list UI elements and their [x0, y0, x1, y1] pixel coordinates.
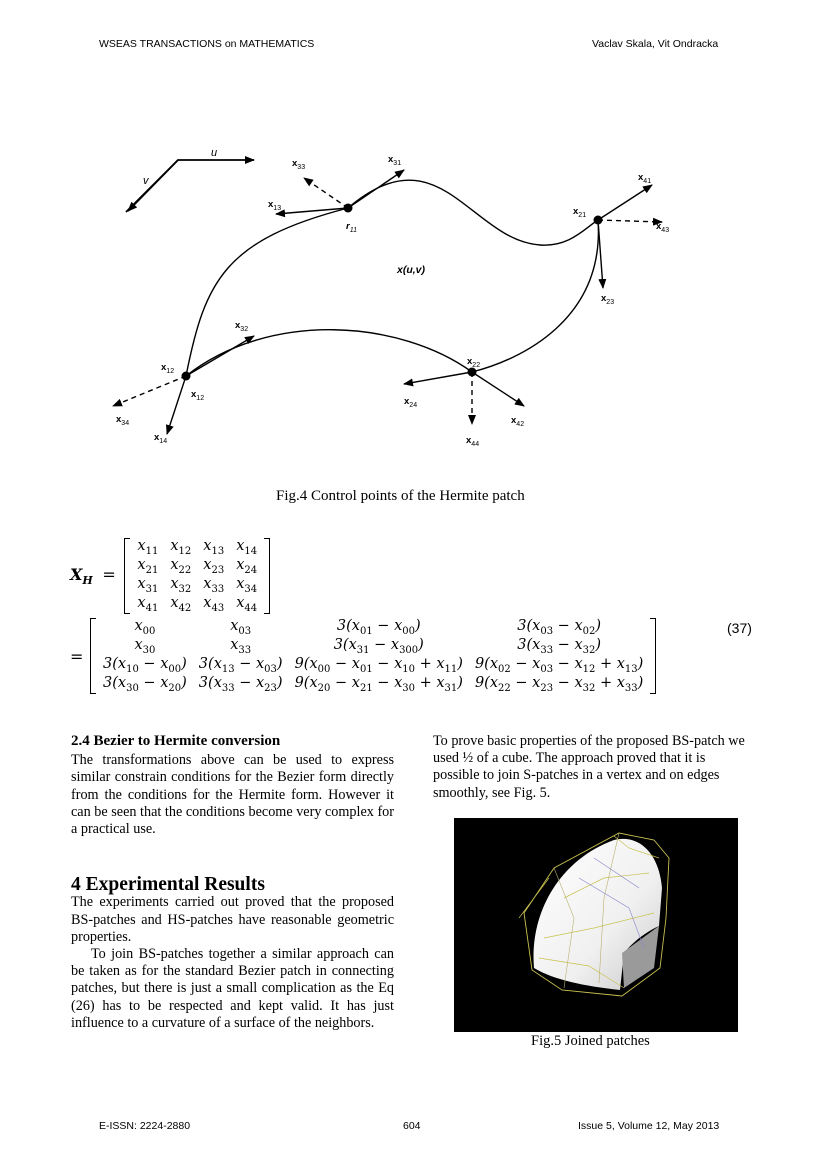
label-x31: $x_{31}$	[388, 154, 402, 167]
equation-rhs-row: = $x_{00}$ $x_{03}$ $3(x_{01} - x_{00})$ $3(x_{03} - x_{02})$ $x_{30}$ $x_{33}$ $3(x_{31} - x_{300})$ $3(x_{33} - x_{32})$ $3(x_{10} - x_{00})$ $3(x_{13} - x_{03})$ $9(x_{00} - x_{01} - x_{10} + x_{11})$ $9(x_{02} - x_{03} - x_{12} + x_{13})$ $3(x_{30} - x_{20})$ $3(x_{33} - x_{23})$ $9(x_{20} - x_{21} - x_{30} + x_{31})$ $9(x_{22} - x_{23} - x_{32} + x_{33})$	[70, 618, 656, 694]
label-x33: $x_{33}$	[292, 158, 306, 171]
footer-issn: E-ISSN: 2224-2880	[99, 1120, 191, 1132]
label-x23: $x_{23}$	[601, 293, 615, 306]
control-point-matrix	[124, 538, 270, 614]
matrix2-cell: $3(x_{30} - x_{20})$	[103, 675, 187, 694]
section-2-4-title: 2.4 Bezier to Hermite conversion	[71, 733, 281, 749]
label-x21: $x_{21}$	[573, 206, 587, 219]
vector-x14	[167, 376, 186, 434]
matrix2-cell: $9(x_{02} - x_{03} - x_{12} + x_{13})$	[474, 656, 644, 675]
label-x44: $x_{44}$	[466, 435, 480, 448]
matrix2-cell: $3(x_{03} - x_{02})$	[517, 618, 602, 637]
matrix2-cell: $3(x_{33} - x_{23})$	[198, 675, 283, 694]
matrix1-cell: $x_{13}$	[203, 538, 225, 557]
hermite-form-matrix	[90, 618, 656, 694]
figure4-caption: Fig.4 Control points of the Hermite patch	[276, 488, 525, 504]
matrix1-cell: $x_{44}$	[236, 595, 258, 614]
curve-left	[186, 208, 348, 376]
matrix2-cell: $x_{33}$	[230, 637, 252, 656]
footer-page-number: 604	[403, 1120, 421, 1132]
label-x42: $x_{42}$	[511, 415, 525, 428]
label-x12-bottom: $x_{12}$	[191, 389, 205, 402]
matrix1-cell: $x_{21}$	[137, 557, 159, 576]
label-v: v	[143, 175, 149, 187]
label-r11: $r_{11}$	[346, 221, 357, 234]
right-column	[433, 733, 749, 802]
matrix2-cell: $x_{03}$	[230, 618, 252, 637]
figure5-caption: Fig.5 Joined patches	[531, 1033, 650, 1049]
matrix1-cell: $x_{33}$	[203, 576, 225, 595]
label-x24: $x_{24}$	[404, 396, 418, 409]
matrix2-cell: $3(x_{10} - x_{00})$	[103, 656, 187, 675]
vector-x23	[598, 220, 603, 288]
vector-x41	[598, 185, 652, 220]
vector-x31	[348, 170, 404, 208]
matrix1-cell: $x_{23}$	[203, 557, 225, 576]
matrix1-cell: $x_{22}$	[170, 557, 192, 576]
equation-lhs-row: $X_H$ = $x_{11}$ $x_{12}$ $x_{13}$ $x_{14}$ $x_{21}$ $x_{22}$ $x_{23}$ $x_{24}$ $x_{31}$ $x_{32}$ $x_{33}$ $x_{34}$ $x_{41}$ $x_{42}$ $x_{43}$ $x_{44}$	[70, 538, 270, 614]
header-journal: WSEAS TRANSACTIONS on MATHEMATICS	[99, 38, 315, 50]
label-x34: $x_{34}$	[116, 414, 130, 427]
left-column	[71, 733, 394, 1032]
curve-top	[348, 180, 598, 245]
v-axis-arrow	[128, 160, 178, 211]
joined-patches-render	[454, 818, 738, 1032]
matrix2-cell: $9(x_{20} - x_{21} - x_{30} + x_{31})$	[294, 675, 463, 694]
right-column-text: To prove basic properties of the proposed BS-patch we used ½ of a cube. The approach proved that it is possible to join S-patches in a vertex and on edges smoothly, see Fig. 5.	[433, 733, 745, 801]
label-x43: $x_{43}$	[656, 221, 670, 234]
matrix2-cell: $9(x_{22} - x_{23} - x_{32} + x_{33})$	[474, 675, 644, 694]
vector-x32	[186, 336, 254, 376]
vector-x24	[404, 372, 472, 384]
matrix1-cell: $x_{43}$	[203, 595, 225, 614]
matrix1-cell: $x_{34}$	[236, 576, 258, 595]
vector-x34	[113, 376, 186, 406]
section-4-title: 4 Experimental Results	[71, 874, 265, 896]
matrix2-cell: $9(x_{00} - x_{01} - x_{10} + x_{11})$	[294, 656, 463, 675]
matrix1-cell: $x_{24}$	[236, 557, 258, 576]
vector-x43	[598, 220, 662, 222]
matrix2-cell: $3(x_{31} - x_{300})$	[333, 637, 424, 656]
vector-x33	[304, 178, 348, 208]
label-x14: $x_{14}$	[154, 432, 168, 445]
section-4-paragraph-2: To join BS-patches together a similar approach can be taken as for the standard Bezier patch in connecting patches, but there is just a small complication as the Eq (26) has to be respected and kept valid. It has just influence to a curvature of a surface of the neighbors.	[71, 946, 394, 1031]
label-x13: $x_{13}$	[268, 199, 282, 212]
label-x32: $x_{32}$	[235, 320, 249, 333]
footer-issue: Issue 5, Volume 12, May 2013	[578, 1120, 720, 1132]
matrix1-cell: $x_{41}$	[137, 595, 159, 614]
matrix1-cell: $x_{42}$	[170, 595, 192, 614]
label-x12-top: $x_{12}$	[161, 362, 175, 375]
matrix2-cell: $3(x_{33} - x_{32})$	[517, 637, 602, 656]
label-xuv: x(u,v)	[397, 264, 426, 276]
curve-bottom	[186, 330, 472, 376]
matrix2-cell: $3(x_{13} - x_{03})$	[198, 656, 283, 675]
hermite-patch-diagram	[0, 120, 827, 460]
curve-right	[472, 220, 598, 372]
vector-x42	[472, 372, 524, 406]
matrix1-cell: $x_{12}$	[170, 538, 192, 557]
matrix1-cell: $x_{11}$	[137, 538, 159, 557]
matrix1-cell: $x_{31}$	[137, 576, 159, 595]
label-u: u	[211, 147, 218, 159]
label-x22: $x_{22}$	[467, 356, 481, 369]
equation-number: (37)	[727, 620, 752, 636]
matrix1-cell: $x_{32}$	[170, 576, 192, 595]
matrix2-cell: $x_{00}$	[134, 618, 156, 637]
matrix1-cell: $x_{14}$	[236, 538, 258, 557]
matrix2-cell: $3(x_{01} - x_{00})$	[336, 618, 421, 637]
section-4-paragraph-1: The experiments carried out proved that the proposed BS-patches and HS-patches have reasonable geometric properties.	[71, 894, 394, 945]
matrix2-cell: $x_{30}$	[134, 637, 156, 656]
equation-lhs: X	[70, 564, 83, 584]
label-x41: $x_{41}$	[638, 172, 652, 185]
header-authors: Vaclav Skala, Vit Ondracka	[592, 38, 719, 50]
section-2-4-text: The transformations above can be used to express similar constrain conditions for the Bezier form directly from the conditions for the Hermite form. However it can be seen that the conditions become very complex for a practical use.	[71, 752, 394, 838]
